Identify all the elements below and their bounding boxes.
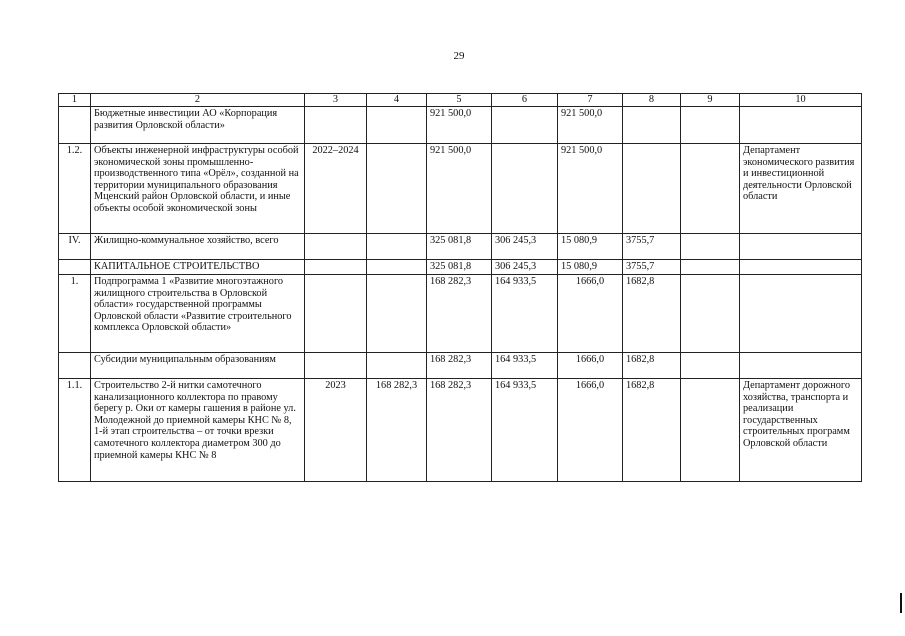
cell-period xyxy=(305,275,367,353)
cell-responsible: Департамент дорожного хозяйства, транспорта и реализации государственных строительных программ Орловской области xyxy=(740,379,862,482)
cell-total-cost xyxy=(367,353,427,379)
cell-responsible xyxy=(740,275,862,353)
cell-total-cost: 168 282,3 xyxy=(367,379,427,482)
column-header: 1 xyxy=(59,94,91,107)
cell-period: 2023 xyxy=(305,379,367,482)
column-header: 5 xyxy=(427,94,492,107)
cell-col9 xyxy=(681,275,740,353)
cell-col9 xyxy=(681,260,740,275)
cell-number: 1.1. xyxy=(59,379,91,482)
cell-value: 1682,8 xyxy=(623,353,681,379)
cell-value: 168 282,3 xyxy=(427,353,492,379)
cell-period xyxy=(305,353,367,379)
cell-value xyxy=(623,107,681,144)
cell-value: 921 500,0 xyxy=(558,107,623,144)
cell-value xyxy=(492,144,558,234)
cell-col9 xyxy=(681,353,740,379)
cell-name: Субсидии муниципальным образованиям xyxy=(91,353,305,379)
cell-value: 306 245,3 xyxy=(492,260,558,275)
cell-total-cost xyxy=(367,144,427,234)
cell-name: Строительство 2-й нитки самотечного канализационного коллектора по правому берегу р. Оки от камеры гашения в районе ул. Молодежной до приемной камеры КНС № 8, 1-й этап строительства – от точки врезки самотечного коллектора диаметром 300 до приемной камеры КНС № 8 xyxy=(91,379,305,482)
cell-name: Жилищно-коммунальное хозяйство, всего xyxy=(91,234,305,260)
table-row xyxy=(59,275,862,353)
table-header-row xyxy=(59,94,862,107)
cell-period xyxy=(305,234,367,260)
budget-table xyxy=(58,93,862,482)
cell-value: 325 081,8 xyxy=(427,234,492,260)
cell-value: 168 282,3 xyxy=(427,379,492,482)
column-header: 3 xyxy=(305,94,367,107)
cell-value: 15 080,9 xyxy=(558,234,623,260)
cell-responsible xyxy=(740,260,862,275)
table-row xyxy=(59,260,862,275)
cell-value: 306 245,3 xyxy=(492,234,558,260)
cell-value: 3755,7 xyxy=(623,234,681,260)
column-header: 6 xyxy=(492,94,558,107)
cell-value: 1682,8 xyxy=(623,379,681,482)
cell-period xyxy=(305,260,367,275)
column-header: 10 xyxy=(740,94,862,107)
table-row xyxy=(59,107,862,144)
cell-value: 164 933,5 xyxy=(492,275,558,353)
cell-value: 3755,7 xyxy=(623,260,681,275)
cell-number xyxy=(59,260,91,275)
column-header: 4 xyxy=(367,94,427,107)
cell-responsible xyxy=(740,353,862,379)
cell-value: 1666,0 xyxy=(558,379,623,482)
table-row xyxy=(59,234,862,260)
cell-value: 921 500,0 xyxy=(558,144,623,234)
column-header: 7 xyxy=(558,94,623,107)
cell-col9 xyxy=(681,234,740,260)
cell-name: Бюджетные инвестиции АО «Корпорация развития Орловской области» xyxy=(91,107,305,144)
column-header: 8 xyxy=(623,94,681,107)
cell-value: 15 080,9 xyxy=(558,260,623,275)
cell-name: Подпрограмма 1 «Развитие многоэтажного жилищного строительства в Орловской области» государственной программы Орловской области «Развитие строительного комплекса Орловской области» xyxy=(91,275,305,353)
cell-value: 168 282,3 xyxy=(427,275,492,353)
cell-period xyxy=(305,107,367,144)
column-header: 9 xyxy=(681,94,740,107)
cell-period: 2022–2024 xyxy=(305,144,367,234)
table-row xyxy=(59,144,862,234)
cell-col9 xyxy=(681,107,740,144)
cell-value: 164 933,5 xyxy=(492,353,558,379)
table-row xyxy=(59,379,862,482)
cell-value: 164 933,5 xyxy=(492,379,558,482)
cell-total-cost xyxy=(367,234,427,260)
cell-number: IV. xyxy=(59,234,91,260)
cell-value: 921 500,0 xyxy=(427,144,492,234)
cell-value xyxy=(623,144,681,234)
page-number: 29 xyxy=(453,50,465,62)
scan-edge-mark xyxy=(900,593,902,613)
cell-responsible xyxy=(740,234,862,260)
cell-value: 1666,0 xyxy=(558,275,623,353)
cell-total-cost xyxy=(367,260,427,275)
cell-total-cost xyxy=(367,107,427,144)
cell-number: 1.2. xyxy=(59,144,91,234)
cell-total-cost xyxy=(367,275,427,353)
cell-number xyxy=(59,353,91,379)
cell-value: 921 500,0 xyxy=(427,107,492,144)
cell-name: КАПИТАЛЬНОЕ СТРОИТЕЛЬСТВО xyxy=(91,260,305,275)
cell-name: Объекты инженерной инфраструктуры особой экономической зоны промышленно-производственного типа «Орёл», созданной на территории муниципального образования Мценский район Орловской области, и иные объекты особой экономической зоны xyxy=(91,144,305,234)
cell-value: 325 081,8 xyxy=(427,260,492,275)
cell-responsible: Департамент экономического развития и инвестиционной деятельности Орловской области xyxy=(740,144,862,234)
cell-col9 xyxy=(681,144,740,234)
column-header: 2 xyxy=(91,94,305,107)
table-row xyxy=(59,353,862,379)
cell-number xyxy=(59,107,91,144)
cell-col9 xyxy=(681,379,740,482)
cell-value: 1666,0 xyxy=(558,353,623,379)
cell-responsible xyxy=(740,107,862,144)
cell-value: 1682,8 xyxy=(623,275,681,353)
cell-value xyxy=(492,107,558,144)
cell-number: 1. xyxy=(59,275,91,353)
